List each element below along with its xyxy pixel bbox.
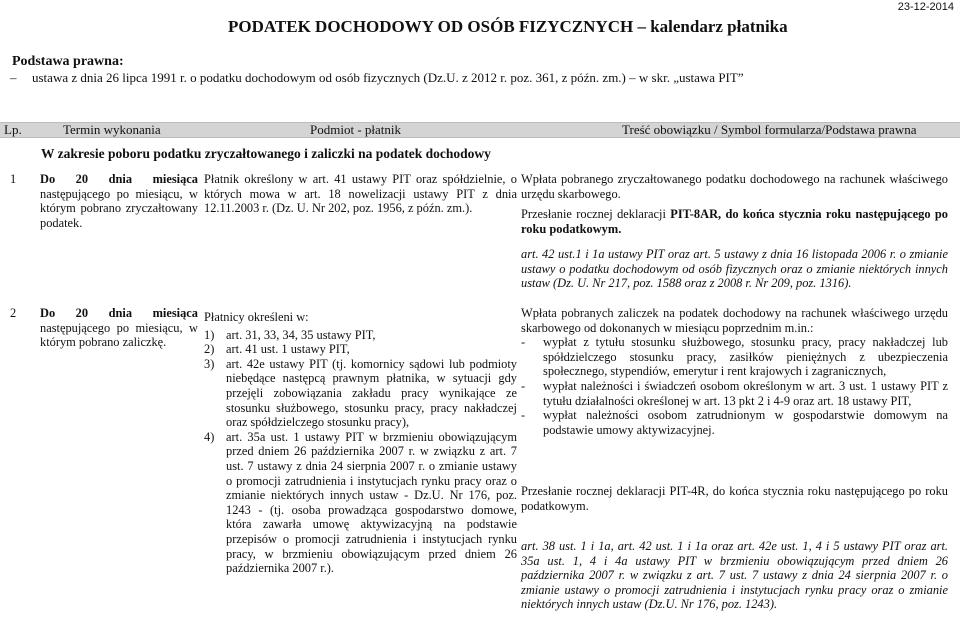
deadline-bold: Do 20 dnia miesiąca (40, 172, 198, 186)
document-date: 23-12-2014 (897, 1, 954, 13)
list-item: 4) art. 35a ust. 1 ustawy PIT w brzmieniu obowiązującym przed dniem 26 października 2007 r. w związku z art. 7 ust. 7 ustawy z dnia 24 sierpnia 2007 r. o zmianie ustawy o promocji zatrudnienia i instytucjach rynku pracy oraz o zmianie niektórych innych ustaw - Dz.U. Nr 176, poz. 1243 - (tj. osoba prowadząca gospodarstwo domowe, która zawarła umowę aktywizacyjną na podstawie przepisów o promocji zatrudnienia i instytucjach rynku pracy, w brzmieniu obowiązującym przed dniem 26 października 2007 r.). (204, 429, 517, 576)
deadline-bold: Do 20 dnia miesiąca (40, 306, 198, 320)
table-header (0, 122, 960, 138)
section-title: W zakresie poboru podatku zryczałtowanego i zaliczki na podatek dochodowy (41, 146, 491, 161)
declaration-text: Przesłanie rocznej deklaracji PIT-8AR, do końca stycznia roku następującego po roku podatkowym. (521, 207, 948, 236)
row-2-legal-basis: art. 38 ust. 1 i 1a, art. 42 ust. 1 i 1a oraz art. 42e ust. 1, 4 i 5 ustawy PIT oraz art. 35a ust. 1, 4 i 4a ustawy PIT w brzmieniu obowiązującym przed dniem 26 października 2007 r. w związku z art. 7 ust. 7 ustawy z dnia 24 sierpnia 2007 r. o zmianie ustawy o promocji zatrudnienia i instytucjach rynku pracy oraz o zmianie niektórych innych ustaw (Dz.U. Nr 176, poz. 1243). (521, 539, 948, 612)
row-number: 2 (10, 306, 17, 320)
row-2-declaration: Przesłanie rocznej deklaracji PIT-4R, do końca stycznia roku następującego po roku podatkowym. (521, 484, 948, 513)
list-item: 1) art. 31, 33, 34, 35 ustawy PIT, (204, 327, 376, 342)
row-2-deadline (40, 306, 198, 350)
header-subject: Podmiot - płatnik (310, 122, 401, 137)
subject-intro: Płatnicy określeni w: (204, 310, 309, 324)
row-2-subject (204, 310, 517, 576)
header-deadline: Termin wykonania (63, 122, 161, 137)
legal-basis-label: Podstawa prawna: (12, 54, 124, 69)
list-item: - wypłat należności osobom zatrudnionym w gospodarstwie domowym na podstawie umowy aktywizacyjnej. (521, 408, 948, 437)
header-lp: Lp. (4, 122, 22, 137)
list-item: 3) art. 42e ustawy PIT (tj. komornicy sądowi lub podmioty niebędące następcą prawnym płatnika, w sytuacji gdy przejęli zobowiązania zakładu pracy wynikające ze stosunku służbowego, stosunku pracy, pracy nakładczej oraz spółdzielczego stosunku pracy), (204, 356, 517, 430)
list-item: - wypłat należności i świadczeń osobom określonym w art. 3 ust. 1 ustawy PIT z tytułu działalności określonej w art. 13 pkt 2 i 4-9 oraz art. 18 ustawy PIT, (521, 378, 948, 408)
row-2-duty (521, 306, 948, 437)
legal-basis-text (10, 71, 744, 86)
deadline-rest: następującego po miesiącu, w którym pobrano zryczałtowany podatek. (40, 186, 198, 230)
row-number: 1 (10, 172, 17, 186)
row-1-subject: Płatnik określony w art. 41 ustawy PIT oraz spółdzielnie, o których mowa w art. 18 nowelizacji ustawy PIT z dnia 12.11.2003 r. (Dz. U. Nr 202, poz. 1956, z późn. zm.). (204, 172, 517, 216)
legal-basis-value: ustawa z dnia 26 lipca 1991 r. o podatku dochodowym od osób fizycznych (Dz.U. z 2012 r. poz. 361, z późn. zm.) – w skr. „ustawa PIT” (32, 70, 744, 85)
duty-text: Wpłata pobranego zryczałtowanego podatku dochodowego na rachunek właściwego urzędu skarbowego. (521, 172, 948, 201)
document-title: PODATEK DOCHODOWY OD OSÓB FIZYCZNYCH – kalendarz płatnika (228, 17, 788, 36)
legal-basis-bullet: – (10, 70, 17, 85)
header-content: Treść obowiązku / Symbol formularza/Podstawa prawna (622, 122, 917, 137)
deadline-rest: następującego po miesiącu, w którym pobrano zaliczkę. (40, 320, 198, 350)
duty-intro: Wpłata pobranych zaliczek na podatek dochodowy na rachunek właściwego urzędu skarbowego od dokonanych w miesiącu poprzednim m.in.: (521, 306, 948, 335)
row-1-duty (521, 172, 948, 236)
list-item: - wypłat z tytułu stosunku służbowego, stosunku pracy, pracy nakładczej lub spółdzielczego stosunku pracy, zasiłków pieniężnych z ubezpieczenia społecznego, stypendiów, emerytur i rent krajowych i zagranicznych, (521, 335, 948, 379)
row-1-deadline (40, 172, 198, 230)
row-1-legal-basis: art. 42 ust.1 i 1a ustawy PIT oraz art. 5 ustawy z dnia 16 listopada 2006 r. o zmianie ustawy o podatku dochodowym od osób fizycznych oraz o zmianie niektórych innych ustaw (Dz. U. Nr 217, poz. 1588 oraz z 2008 r. Nr 209, poz. 1316). (521, 247, 948, 291)
list-item: 2) art. 41 ust. 1 ustawy PIT, (204, 342, 350, 357)
